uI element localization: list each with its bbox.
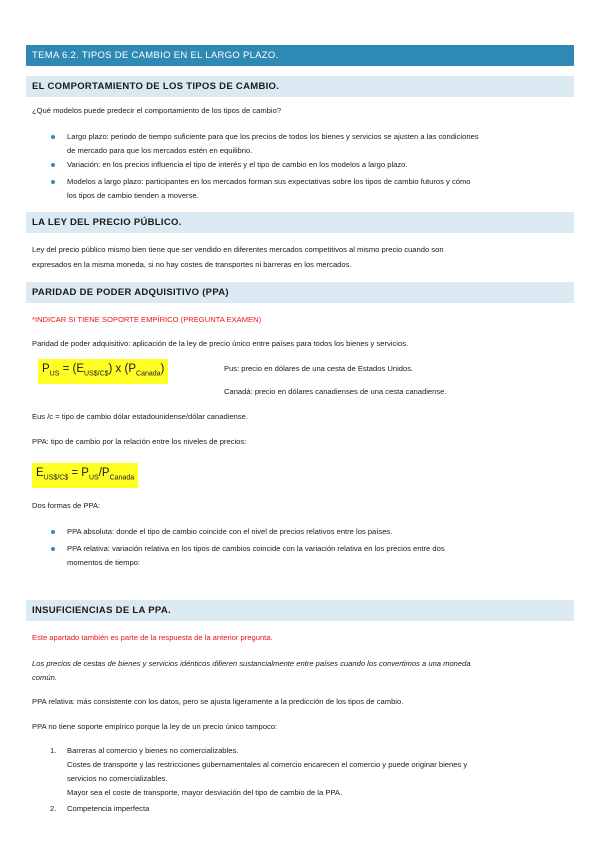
ppa-tipo-text: PPA: tipo de cambio por la relación entre los niveles de precios: — [32, 437, 247, 446]
bullet-variacion: Variación: en los precios influencia el tipo de interés y el tipo de cambio en los modelos a largo plazo. — [67, 160, 408, 169]
bullet-ppa-absoluta: PPA absoluta: donde el tipo de cambio coincide con el nivel de precios relativos entre los países. — [67, 527, 393, 536]
chapter-title: TEMA 6.2. TIPOS DE CAMBIO EN EL LARGO PLAZO. — [26, 45, 574, 66]
list-item-barreras: Barreras al comercio y bienes no comercializables. — [67, 746, 239, 755]
ppa-relativa-text: PPA relativa: más consistente con los datos, pero se ajusta ligeramente a la predicción de los tipos de cambio. — [32, 697, 404, 706]
bullet-ppa-relativa: PPA relativa: variación relativa en los tipos de cambios coincide con la variación relativa en los precios entre dos — [67, 544, 445, 553]
list-item-barreras-l4: Mayor sea el coste de transporte, mayor desviación del tipo de cambio de la PPA. — [67, 788, 343, 797]
bullet-icon — [51, 547, 55, 551]
bullet-largo-plazo: Largo plazo: periodo de tiempo suficiente para que los precios de todos los bienes y servicios se ajusten a las condiciones — [67, 132, 479, 141]
bullet-modelos: Modelos a largo plazo: participantes en los mercados forman sus expectativas sobre los tipos de cambio futuros y cómo — [67, 177, 471, 186]
exam-note: *INDICAR SI TIENE SOPORTE EMPÍRICO (PREGUNTA EXAMEN) — [32, 315, 262, 324]
pus-definition: Pus: precio en dólares de una cesta de Estados Unidos. — [224, 364, 414, 373]
question-text: ¿Qué modelos puede predecir el comportamiento de los tipos de cambio? — [32, 106, 282, 115]
bullet-icon — [51, 180, 55, 184]
italic-paragraph-line1: Los precios de cestas de bienes y servicios idénticos difieren sustancialmente entre países cuando los convertimos a una moneda — [32, 659, 471, 668]
bullet-modelos-cont: los tipos de cambio tienden a moverse. — [67, 191, 199, 200]
bullet-largo-plazo-cont: de mercado para que los mercados estén en equilibrio. — [67, 146, 253, 155]
list-number: 1. — [50, 746, 57, 755]
list-item-barreras-l2: Costes de transporte y las restricciones gubernamentales al comercio encarecen el comercio y puede originar bienes y — [67, 760, 468, 769]
italic-paragraph-line2: común. — [32, 673, 57, 682]
bullet-icon — [51, 135, 55, 139]
bullet-icon — [51, 163, 55, 167]
no-soporte-text: PPA no tiene soporte empírico porque la ley de un precio único tampoco: — [32, 722, 278, 731]
section-heading-ley-precio: LA LEY DEL PRECIO PÚBLICO. — [26, 212, 574, 233]
ley-paragraph-line2: expresados en la misma moneda, si no hay costes de transportes ni barreras en los mercados. — [32, 260, 352, 269]
bullet-ppa-relativa-cont: momentos de tiempo: — [67, 558, 141, 567]
ley-paragraph-line1: Ley del precio público mismo bien tiene que ser vendido en diferentes mercados competitivos al mismo precio cuando son — [32, 245, 444, 254]
list-item-competencia: Competencia imperfecta — [67, 804, 150, 813]
formula-pus: $P_{US} = (E_{US\$/C\$})$ x $(P_{Canada})$ — [38, 359, 168, 384]
section-heading-insuficiencias: INSUFICIENCIAS DE LA PPA. — [26, 600, 574, 621]
formula-eus: $E_{US\$/C\$} = P_{US}/P_{Canada}$ — [32, 463, 138, 488]
red-note: Este apartado también es parte de la respuesta de la anterior pregunta. — [32, 633, 273, 642]
section-heading-ppa: PARIDAD DE PODER ADQUISITIVO (PPA) — [26, 282, 574, 303]
list-item-barreras-l3: servicios no comercializables. — [67, 774, 168, 783]
eus-definition: Eus /c = tipo de cambio dólar estadounidense/dólar canadiense. — [32, 412, 248, 421]
section-heading-comportamiento: EL COMPORTAMIENTO DE LOS TIPOS DE CAMBIO. — [26, 76, 574, 97]
canada-definition: Canadá: precio en dólares canadienses de una cesta canadiense. — [224, 387, 447, 396]
bullet-icon — [51, 530, 55, 534]
list-number: 2. — [50, 804, 57, 813]
ppa-definition: Paridad de poder adquisitivo: aplicación de la ley de precio único entre países para todos los bienes y servicios. — [32, 339, 409, 348]
dos-formas-text: Dos formas de PPA: — [32, 501, 101, 510]
